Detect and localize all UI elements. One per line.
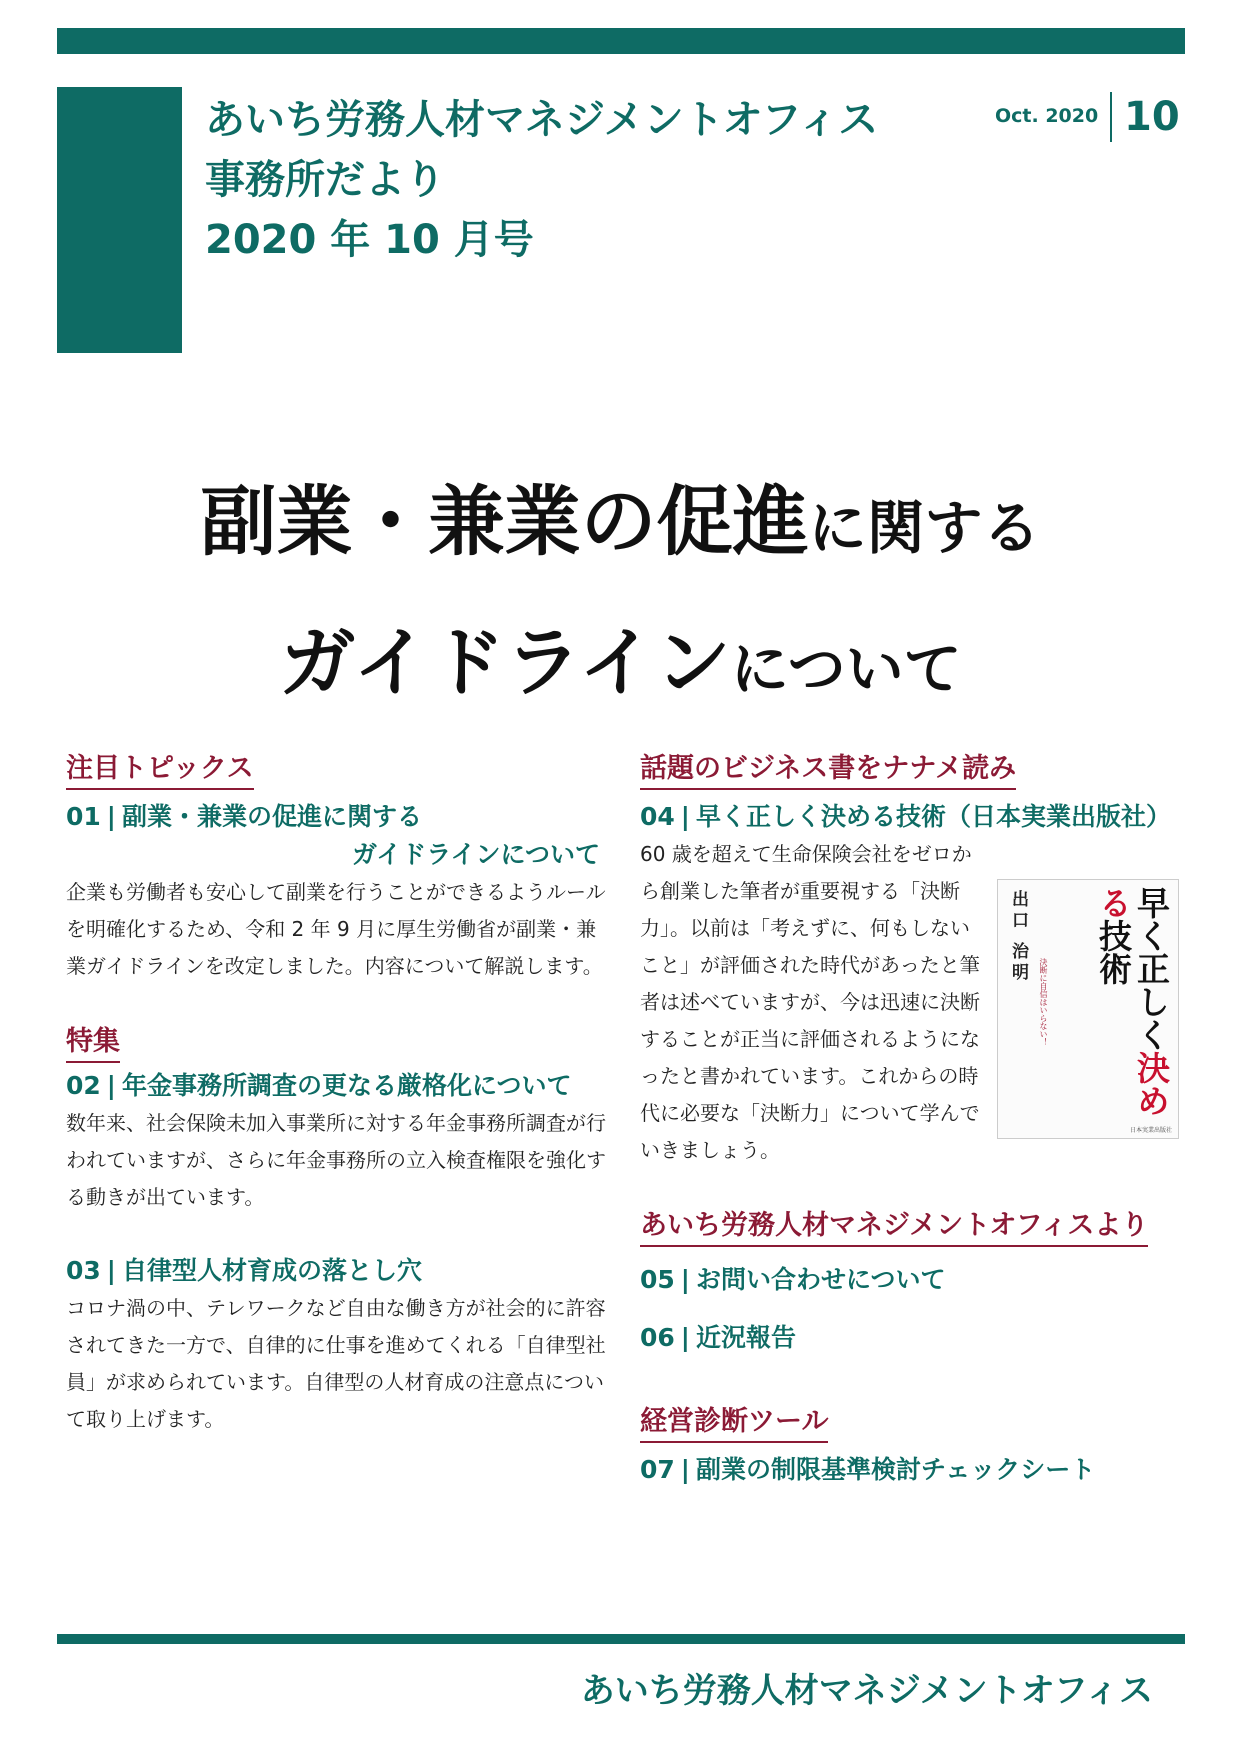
book-title-part: 早く正しく [1132,886,1171,1051]
headline-1-big: 副業・兼業の促進 [200,477,809,566]
article-01-summary: 企業も労働者も安心して副業を行うことができるようルールを明確化するため、令和 2 年 9 月に厚生労働省が副業・兼業ガイドラインを改定しました。内容について解説します。 [66,880,606,978]
book-cover-image [997,879,1179,1139]
issue-date: Oct. 2020 [995,105,1099,127]
book-title [1094,886,1170,1138]
book-title-part-red: 決める [1094,886,1171,1117]
section-heading-tools: 経営診断ツール [640,1405,828,1443]
main-headline [0,462,1241,744]
headline-1-small: に関する [808,494,1041,562]
article-number: 06 [640,1323,675,1352]
section-heading-office: あいち労務人材マネジメントオフィスより [640,1209,1148,1247]
article-02-title[interactable]: 02 | 年金事務所調査の更なる厳格化について [66,1071,572,1100]
office-name: あいち労務人材マネジメントオフィス [205,97,879,143]
book-author: 出口 治明 [1008,890,1028,984]
article-number: 03 [66,1256,101,1285]
headline-line-2 [0,603,1241,744]
article-01-title[interactable]: 01 | 副業・兼業の促進に関する [66,802,422,831]
article-number: 04 [640,802,675,831]
article-number: 02 [66,1071,101,1100]
issue-label: 2020 年 10 月号 [205,217,534,263]
header-accent-block [57,87,182,353]
article-title-text: 近況報告 [695,1323,796,1352]
footer-office-name: あいち労務人材マネジメントオフィス [580,1671,1153,1711]
left-column [66,752,606,1438]
section-heading-topics: 注目トピックス [66,752,254,790]
article-02-summary: 数年来、社会保険未加入事業所に対する年金事務所調査が行われていますが、さらに年金事務所の立入検査権限を強化する動きが出ています。 [66,1111,606,1209]
article-05-title[interactable]: 05 | お問い合わせについて [640,1265,946,1294]
headline-2-big: ガイドライン [279,618,731,707]
article-06-title[interactable]: 06 | 近況報告 [640,1323,796,1352]
newsletter-name: 事務所だより [205,157,445,203]
article-title-text: 自律型人材育成の落とし穴 [121,1256,422,1285]
book-review [640,836,1180,1169]
article-number: 07 [640,1455,675,1484]
article-01-title-cont: ガイドラインについて [351,840,600,869]
article-03-title[interactable]: 03 | 自律型人材育成の落とし穴 [66,1256,422,1285]
top-rule [57,28,1185,54]
article-number: 05 [640,1265,675,1294]
book-subtitle: 決断に自信はいらない！ [1039,958,1048,1046]
section-heading-feature: 特集 [66,1025,120,1063]
article-title-text: 副業・兼業の促進に関する [121,802,422,831]
issue-number: 10 [1124,94,1180,140]
section-heading-books: 話題のビジネス書をナナメ読み [640,752,1016,790]
article-number: 01 [66,802,101,831]
article-title-text: お問い合わせについて [695,1265,946,1294]
issue-divider [1110,92,1112,142]
headline-line-1 [0,462,1241,603]
article-04-title[interactable]: 04 | 早く正しく決める技術（日本実業出版社） [640,802,1171,831]
article-title-text: 副業の制限基準検討チェックシート [695,1455,1096,1484]
article-04-summary: 60 歳を超えて生命保険会社をゼロから創業した筆者が重要視する「決断力」。以前は「考えずに、何もしないこと」が評価された時代があったと筆者は述べていますが、今は迅速に決断することが正当に評価されるようになったと書かれています。これからの時代に必要な「決断力」について学んでいきましょう。 [640,842,980,1162]
newsletter-title [205,90,878,270]
bottom-rule [57,1634,1185,1644]
right-column [640,752,1180,1489]
article-title-text: 早く正しく決める技術（日本実業出版社） [695,802,1171,831]
article-07-title[interactable]: 07 | 副業の制限基準検討チェックシート [640,1455,1096,1484]
article-title-text: 年金事務所調査の更なる厳格化について [121,1071,572,1100]
article-03-summary: コロナ渦の中、テレワークなど自由な働き方が社会的に許容されてきた一方で、自律的に仕事を進めてくれる「自律型社員」が求められています。自律型の人材育成の注意点について取り上げます。 [66,1296,606,1431]
headline-2-small: について [730,635,962,703]
book-title-part: 技術 [1094,919,1133,985]
book-publisher: 日本実業出版社 [1129,1127,1172,1134]
